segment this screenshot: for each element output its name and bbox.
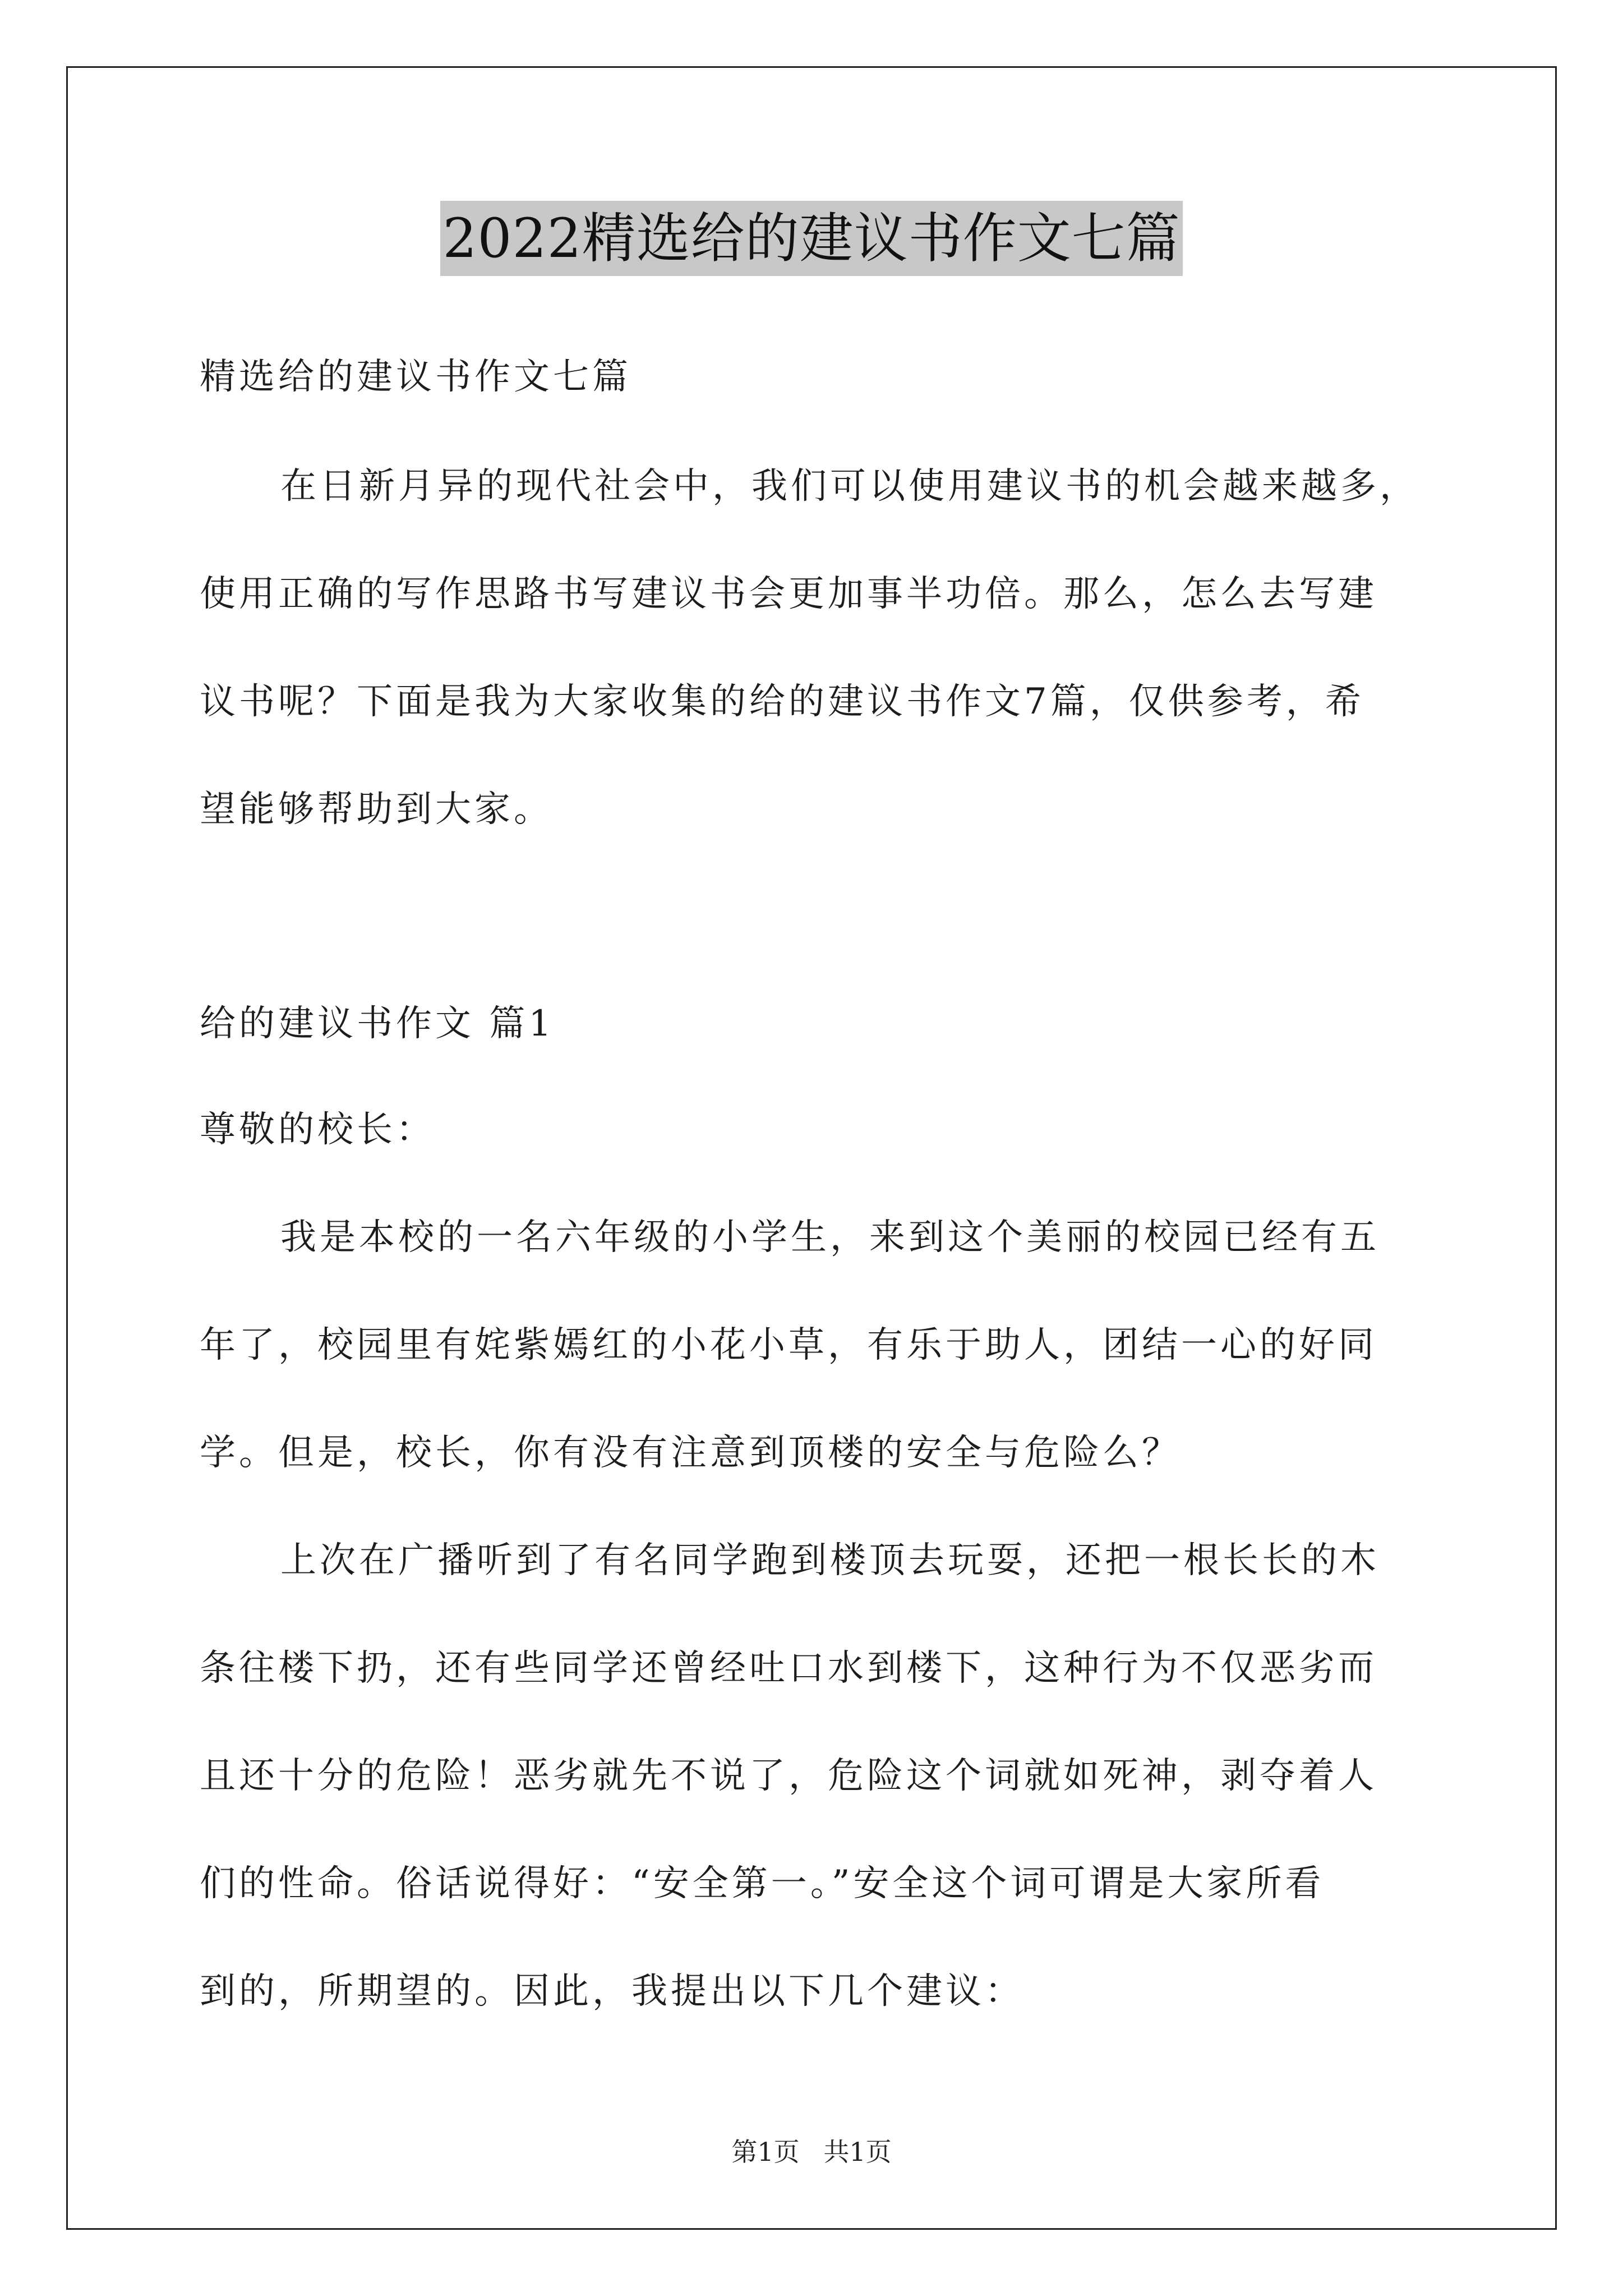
title-container <box>0 201 1623 276</box>
paragraph2-line-4: 们的性命。俗话说得好：“安全第一。”安全这个词可谓是大家所看 <box>200 1863 1325 1904</box>
intro-line-2: 使用正确的写作思路书写建议书会更加事半功倍。那么，怎么去写建 <box>200 573 1377 615</box>
paragraph2-line-5: 到的，所期望的。因此，我提出以下几个建议： <box>200 1971 1024 2012</box>
page-number: 第1页 <box>731 2137 800 2167</box>
paragraph2-line-1: 上次在广播听到了有名同学跑到楼顶去玩耍，还把一根长长的木 <box>280 1540 1380 1581</box>
paragraph1-line-1: 我是本校的一名六年级的小学生，来到这个美丽的校园已经有五 <box>280 1217 1380 1258</box>
intro-line-1: 在日新月异的现代社会中，我们可以使用建议书的机会越来越多， <box>280 466 1419 507</box>
salutation: 尊敬的校长： <box>200 1109 435 1151</box>
paragraph2-line-2: 条往楼下扔，还有些同学还曾经吐口水到楼下，这种行为不仅恶劣而 <box>200 1648 1377 1689</box>
paragraph1-line-3: 学。但是，校长，你有没有注意到顶楼的安全与危险么？ <box>200 1432 1181 1474</box>
page-total: 共1页 <box>823 2137 892 2167</box>
intro-line-4: 望能够帮助到大家。 <box>200 789 553 830</box>
document-title: 2022精选给的建议书作文七篇 <box>440 201 1182 276</box>
section-heading: 给的建议书作文 篇1 <box>200 1003 555 1045</box>
intro-line-3: 议书呢？下面是我为大家收集的给的建议书作文7篇，仅供参考，希 <box>200 681 1364 723</box>
paragraph2-line-3: 且还十分的危险！恶劣就先不说了，危险这个词就如死神，剥夺着人 <box>200 1755 1377 1797</box>
page-footer <box>0 2135 1623 2169</box>
paragraph1-line-2: 年了，校园里有姹紫嫣红的小花小草，有乐于助人，团结一心的好同 <box>200 1324 1377 1366</box>
document-subtitle: 精选给的建议书作文七篇 <box>200 356 631 398</box>
